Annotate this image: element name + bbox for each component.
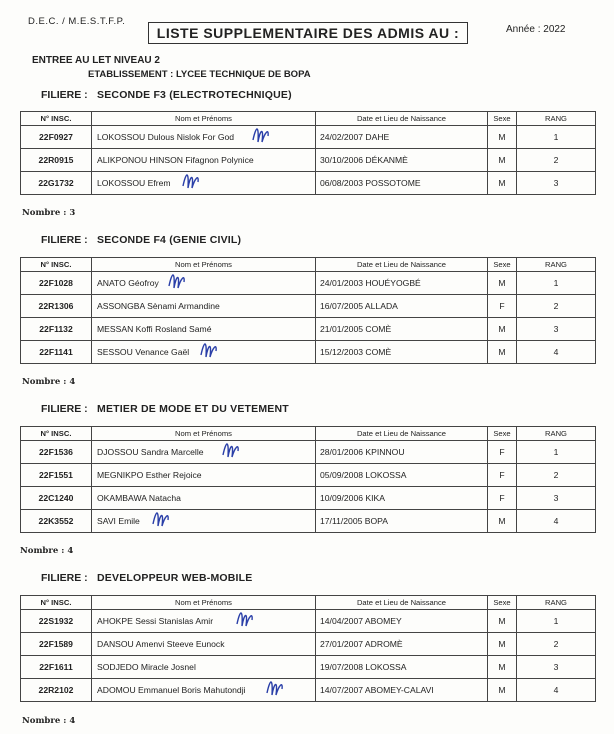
nombre-line [20, 546, 73, 556]
col-rang-header: RANG [517, 112, 596, 126]
admis-table [20, 426, 596, 533]
insc-cell: 22S1932 [21, 610, 92, 633]
nombre-line [22, 208, 75, 218]
nombre-value: 4 [69, 377, 76, 387]
col-nom-header: Nom et Prénoms [92, 258, 316, 272]
rang-cell: 4 [517, 510, 596, 533]
nombre-label: Nombre : [20, 546, 65, 556]
nom-text: LOKOSSOU Dulous Nislok For God [97, 132, 235, 142]
sexe-cell: M [488, 318, 517, 341]
nom-text: LOKOSSOU Efrem [97, 178, 171, 188]
nom-cell: OKAMBAWA Natacha [92, 487, 316, 510]
nom-cell [92, 610, 316, 633]
etablissement-label: ETABLISSEMENT : LYCEE TECHNIQUE DE BOPA [88, 69, 311, 80]
rang-cell: 4 [517, 679, 596, 702]
date-cell: 06/08/2003 POSSOTOME [316, 172, 488, 195]
sexe-cell: M [488, 172, 517, 195]
filiere-heading [41, 89, 292, 101]
date-cell: 05/09/2008 LOKOSSA [316, 464, 488, 487]
filiere-name: DEVELOPPEUR WEB-MOBILE [97, 572, 253, 584]
col-date-header: Date et Lieu de Naissance [316, 258, 488, 272]
date-cell: 28/01/2006 KPINNOU [316, 441, 488, 464]
col-insc-header: N° INSC. [21, 258, 92, 272]
sexe-cell: M [488, 126, 517, 149]
insc-cell: 22F0927 [21, 126, 92, 149]
year-label: Année : 2022 [506, 24, 566, 35]
col-rang-header: RANG [517, 427, 596, 441]
header-left-reference: D.E.C. / M.E.S.T.F.P. [28, 16, 126, 27]
col-insc-header: N° INSC. [21, 112, 92, 126]
admis-table [20, 257, 596, 364]
col-sexe-header: Sexe [488, 112, 517, 126]
nom-cell: ASSONGBA Sènami Armandine [92, 295, 316, 318]
nombre-label: Nombre : [22, 208, 67, 218]
filiere-label: FILIERE : [41, 234, 88, 246]
insc-cell: 22F1536 [21, 441, 92, 464]
date-cell: 17/11/2005 BOPA [316, 510, 488, 533]
col-rang-header: RANG [517, 596, 596, 610]
nombre-line [22, 716, 75, 726]
insc-cell: 22R1306 [21, 295, 92, 318]
rang-cell: 3 [517, 656, 596, 679]
rang-cell: 2 [517, 149, 596, 172]
table-header-row [21, 427, 596, 441]
date-cell: 30/10/2006 DÉKANMÈ [316, 149, 488, 172]
date-cell: 14/04/2007 ABOMEY [316, 610, 488, 633]
col-date-header: Date et Lieu de Naissance [316, 596, 488, 610]
nombre-value: 4 [67, 546, 74, 556]
col-insc-header: N° INSC. [21, 596, 92, 610]
table-row [21, 272, 596, 295]
nom-text: ANATO Géofroy [97, 278, 159, 288]
signature-mark [150, 506, 172, 530]
date-cell: 16/07/2005 ALLADA [316, 295, 488, 318]
signature-mark [264, 675, 286, 699]
insc-cell: 22F1132 [21, 318, 92, 341]
admis-table [20, 595, 596, 702]
filiere-name: SECONDE F3 (ELECTROTECHNIQUE) [97, 89, 292, 101]
rang-cell: 2 [517, 633, 596, 656]
sexe-cell: M [488, 510, 517, 533]
rang-cell: 1 [517, 610, 596, 633]
table-row [21, 441, 596, 464]
nom-cell [92, 126, 316, 149]
rang-cell: 2 [517, 464, 596, 487]
nom-cell: MESSAN Koffi Rosland Samé [92, 318, 316, 341]
date-cell: 14/07/2007 ABOMEY-CALAVI [316, 679, 488, 702]
nom-text: AHOKPE Sessi Stanislas Amir [97, 616, 214, 626]
sexe-cell: F [488, 441, 517, 464]
nom-cell: MEGNIKPO Esther Rejoice [92, 464, 316, 487]
sexe-cell: M [488, 341, 517, 364]
entree-label: ENTREE AU LET NIVEAU 2 [32, 55, 160, 66]
rang-cell: 3 [517, 318, 596, 341]
sexe-cell: M [488, 149, 517, 172]
admis-table [20, 111, 596, 195]
filiere-heading [41, 234, 241, 246]
sexe-cell: F [488, 295, 517, 318]
table-row [21, 149, 596, 172]
filiere-label: FILIERE : [41, 403, 88, 415]
table-header-row [21, 258, 596, 272]
rang-cell: 1 [517, 126, 596, 149]
nom-text: SAVI Emile [97, 516, 140, 526]
rang-cell: 3 [517, 487, 596, 510]
rang-cell: 1 [517, 441, 596, 464]
table-header-row [21, 596, 596, 610]
table-row [21, 172, 596, 195]
col-rang-header: RANG [517, 258, 596, 272]
nom-cell: ALIKPONOU HINSON Fifagnon Polynice [92, 149, 316, 172]
sexe-cell: M [488, 656, 517, 679]
table-row [21, 318, 596, 341]
insc-cell: 22R0915 [21, 149, 92, 172]
signature-mark [198, 337, 220, 361]
insc-cell: 22F1611 [21, 656, 92, 679]
nombre-value: 3 [69, 208, 76, 218]
rang-cell: 1 [517, 272, 596, 295]
nom-cell [92, 679, 316, 702]
sexe-cell: M [488, 610, 517, 633]
col-sexe-header: Sexe [488, 596, 517, 610]
table-row [21, 610, 596, 633]
signature-mark [250, 122, 272, 146]
date-cell: 21/01/2005 COMÈ [316, 318, 488, 341]
filiere-label: FILIERE : [41, 89, 88, 101]
signature-mark [220, 437, 242, 461]
insc-cell: 22F1589 [21, 633, 92, 656]
col-nom-header: Nom et Prénoms [92, 112, 316, 126]
rang-cell: 2 [517, 295, 596, 318]
sexe-cell: M [488, 679, 517, 702]
table-row [21, 126, 596, 149]
table-row [21, 656, 596, 679]
nombre-label: Nombre : [22, 716, 67, 726]
insc-cell: 22F1141 [21, 341, 92, 364]
signature-mark [166, 268, 188, 292]
nom-cell [92, 172, 316, 195]
sexe-cell: M [488, 633, 517, 656]
table-row [21, 295, 596, 318]
insc-cell: 22K3552 [21, 510, 92, 533]
nom-cell [92, 510, 316, 533]
sexe-cell: M [488, 272, 517, 295]
insc-cell: 22G1732 [21, 172, 92, 195]
nombre-label: Nombre : [22, 377, 67, 387]
insc-cell: 22C1240 [21, 487, 92, 510]
filiere-heading [41, 403, 289, 415]
sexe-cell: F [488, 487, 517, 510]
filiere-name: METIER DE MODE ET DU VETEMENT [97, 403, 289, 415]
table-row [21, 679, 596, 702]
nom-cell: SODJEDO Miracle Josnel [92, 656, 316, 679]
col-sexe-header: Sexe [488, 258, 517, 272]
table-row [21, 487, 596, 510]
nom-text: DJOSSOU Sandra Marcelle [97, 447, 204, 457]
table-row [21, 341, 596, 364]
col-date-header: Date et Lieu de Naissance [316, 112, 488, 126]
date-cell: 10/09/2006 KIKA [316, 487, 488, 510]
date-cell: 27/01/2007 ADROMÈ [316, 633, 488, 656]
nom-cell [92, 341, 316, 364]
page-title: LISTE SUPPLEMENTAIRE DES ADMIS AU : [148, 22, 468, 44]
insc-cell: 22F1551 [21, 464, 92, 487]
col-sexe-header: Sexe [488, 427, 517, 441]
col-insc-header: N° INSC. [21, 427, 92, 441]
rang-cell: 3 [517, 172, 596, 195]
col-nom-header: Nom et Prénoms [92, 596, 316, 610]
table-header-row [21, 112, 596, 126]
date-cell: 15/12/2003 COMÈ [316, 341, 488, 364]
col-nom-header: Nom et Prénoms [92, 427, 316, 441]
nom-text: SESSOU Venance Gaël [97, 347, 190, 357]
nom-cell [92, 441, 316, 464]
table-row [21, 510, 596, 533]
nom-cell: DANSOU Amenvi Steeve Eunock [92, 633, 316, 656]
nombre-line [22, 377, 75, 387]
date-cell: 24/01/2003 HOUÉYOGBÉ [316, 272, 488, 295]
insc-cell: 22F1028 [21, 272, 92, 295]
insc-cell: 22R2102 [21, 679, 92, 702]
rang-cell: 4 [517, 341, 596, 364]
filiere-heading [41, 572, 253, 584]
table-row [21, 633, 596, 656]
nombre-value: 4 [69, 716, 76, 726]
filiere-name: SECONDE F4 (GENIE CIVIL) [97, 234, 242, 246]
filiere-label: FILIERE : [41, 572, 88, 584]
date-cell: 24/02/2007 DAHE [316, 126, 488, 149]
col-date-header: Date et Lieu de Naissance [316, 427, 488, 441]
nom-cell [92, 272, 316, 295]
table-row [21, 464, 596, 487]
sexe-cell: F [488, 464, 517, 487]
signature-mark [234, 606, 256, 630]
date-cell: 19/07/2008 LOKOSSA [316, 656, 488, 679]
nom-text: ADOMOU Emmanuel Boris Mahutondji [97, 685, 246, 695]
signature-mark [180, 168, 202, 192]
